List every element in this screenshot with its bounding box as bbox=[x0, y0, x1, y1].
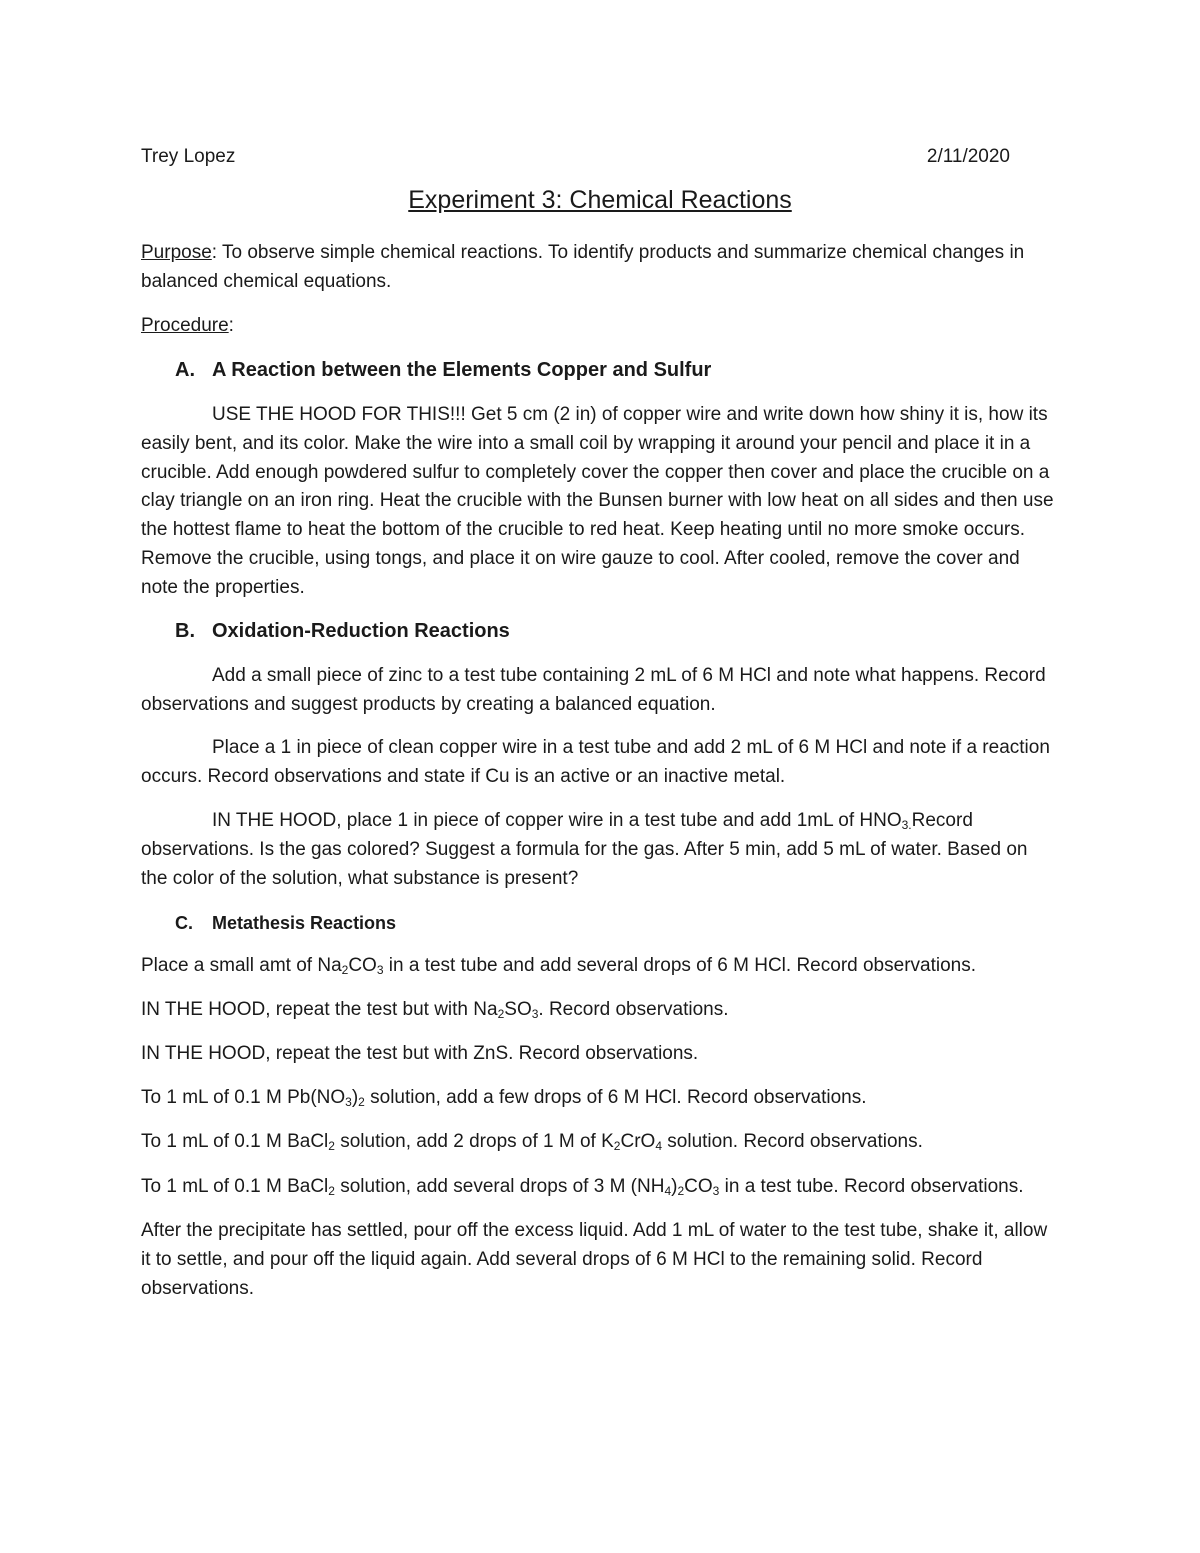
document-title: Experiment 3: Chemical Reactions bbox=[408, 186, 792, 214]
section-b-letter: B. bbox=[175, 620, 195, 642]
section-c-heading bbox=[175, 909, 396, 937]
section-b-paragraph-1: Add a small piece of zinc to a test tube containing 2 mL of 6 M HCl and note what happens. Record observations and suggest products by creating a balanced equation. bbox=[141, 665, 1046, 715]
section-b-paragraph-2: Place a 1 in piece of clean copper wire in a test tube and add 2 mL of 6 M HCl and note if a reaction occurs. Record observations and state if Cu is an active or an inactive metal. bbox=[141, 737, 1050, 787]
section-a-heading bbox=[175, 356, 711, 384]
purpose-label: Purpose bbox=[141, 242, 212, 263]
section-a-title: A Reaction between the Elements Copper and Sulfur bbox=[212, 359, 712, 381]
section-c-line-2: IN THE HOOD, repeat the test but with $Na_2SO_3$. Record observations. bbox=[141, 999, 729, 1021]
section-c-title: Metathesis Reactions bbox=[212, 913, 397, 933]
procedure-heading: Procedure: bbox=[141, 315, 234, 336]
section-c-line-4: To 1 mL of 0.1 M $Pb(NO_3)_2$ solution, add a few drops of 6 M HCl. Record observations. bbox=[141, 1087, 867, 1109]
section-a-letter: A. bbox=[175, 359, 195, 381]
section-c-final-paragraph: After the precipitate has settled, pour off the excess liquid. Add 1 mL of water to the test tube, shake it, allow it to settle, and pour off the liquid again. Add several drops of 6 M HCl to the remaining solid. Record observations. bbox=[141, 1220, 1048, 1299]
purpose-text: : To observe simple chemical reactions. To identify products and summarize chemical changes in balanced chemical equations. bbox=[141, 242, 1025, 292]
section-b-heading bbox=[175, 617, 510, 645]
document-date: 2/11/2020 bbox=[926, 146, 1010, 167]
author-name: Trey Lopez bbox=[141, 146, 236, 167]
section-b-paragraph-3: IN THE HOOD, place 1 in piece of copper wire in a test tube and add 1mL of $HNO_{3.}Record$ observations. Is the gas colored? Suggest a formula for the gas. After 5 min, add 5 mL of water. Based on the color of the solution, what substance is present? bbox=[141, 810, 1028, 889]
section-c-line-6: To 1 mL of 0.1 M BaCl$_2$ solution, add several drops of 3 M $(NH_4)_2CO_3$ in a test tube. Record observations. bbox=[141, 1176, 1024, 1198]
section-c-line-3: IN THE HOOD, repeat the test but with ZnS. Record observations. bbox=[141, 1043, 699, 1064]
section-c-letter: C. bbox=[175, 913, 193, 933]
section-b-title: Oxidation-Reduction Reactions bbox=[212, 620, 510, 642]
section-c-line-5: To 1 mL of 0.1 M BaCl$_2$ solution, add 2 drops of 1 M of $K_2CrO_4$ solution. Record observations. bbox=[141, 1131, 923, 1153]
section-c-line-1: Place a small amt of $Na_2CO_3$ in a test tube and add several drops of 6 M HCl. Record observations. bbox=[141, 955, 976, 977]
procedure-label: Procedure bbox=[141, 315, 229, 336]
section-a-text: USE THE HOOD FOR THIS!!! Get 5 cm (2 in) of copper wire and write down how shiny it is, how its easily bent, and its color. Make the wire into a small coil by wrapping it around your pencil and place it in a crucible. Add enough powdered sulfur to completely cover the copper then cover and place the crucible on a clay triangle on an iron ring. Heat the crucible with the Bunsen burner with low heat on all sides and then use the hottest flame to heat the bottom of the crucible to red heat. Keep heating until no more smoke occurs. Remove the crucible, using tongs, and place it on wire gauze to cool. After cooled, remove the cover and note the properties. bbox=[141, 404, 1054, 598]
purpose-paragraph bbox=[141, 239, 1056, 297]
